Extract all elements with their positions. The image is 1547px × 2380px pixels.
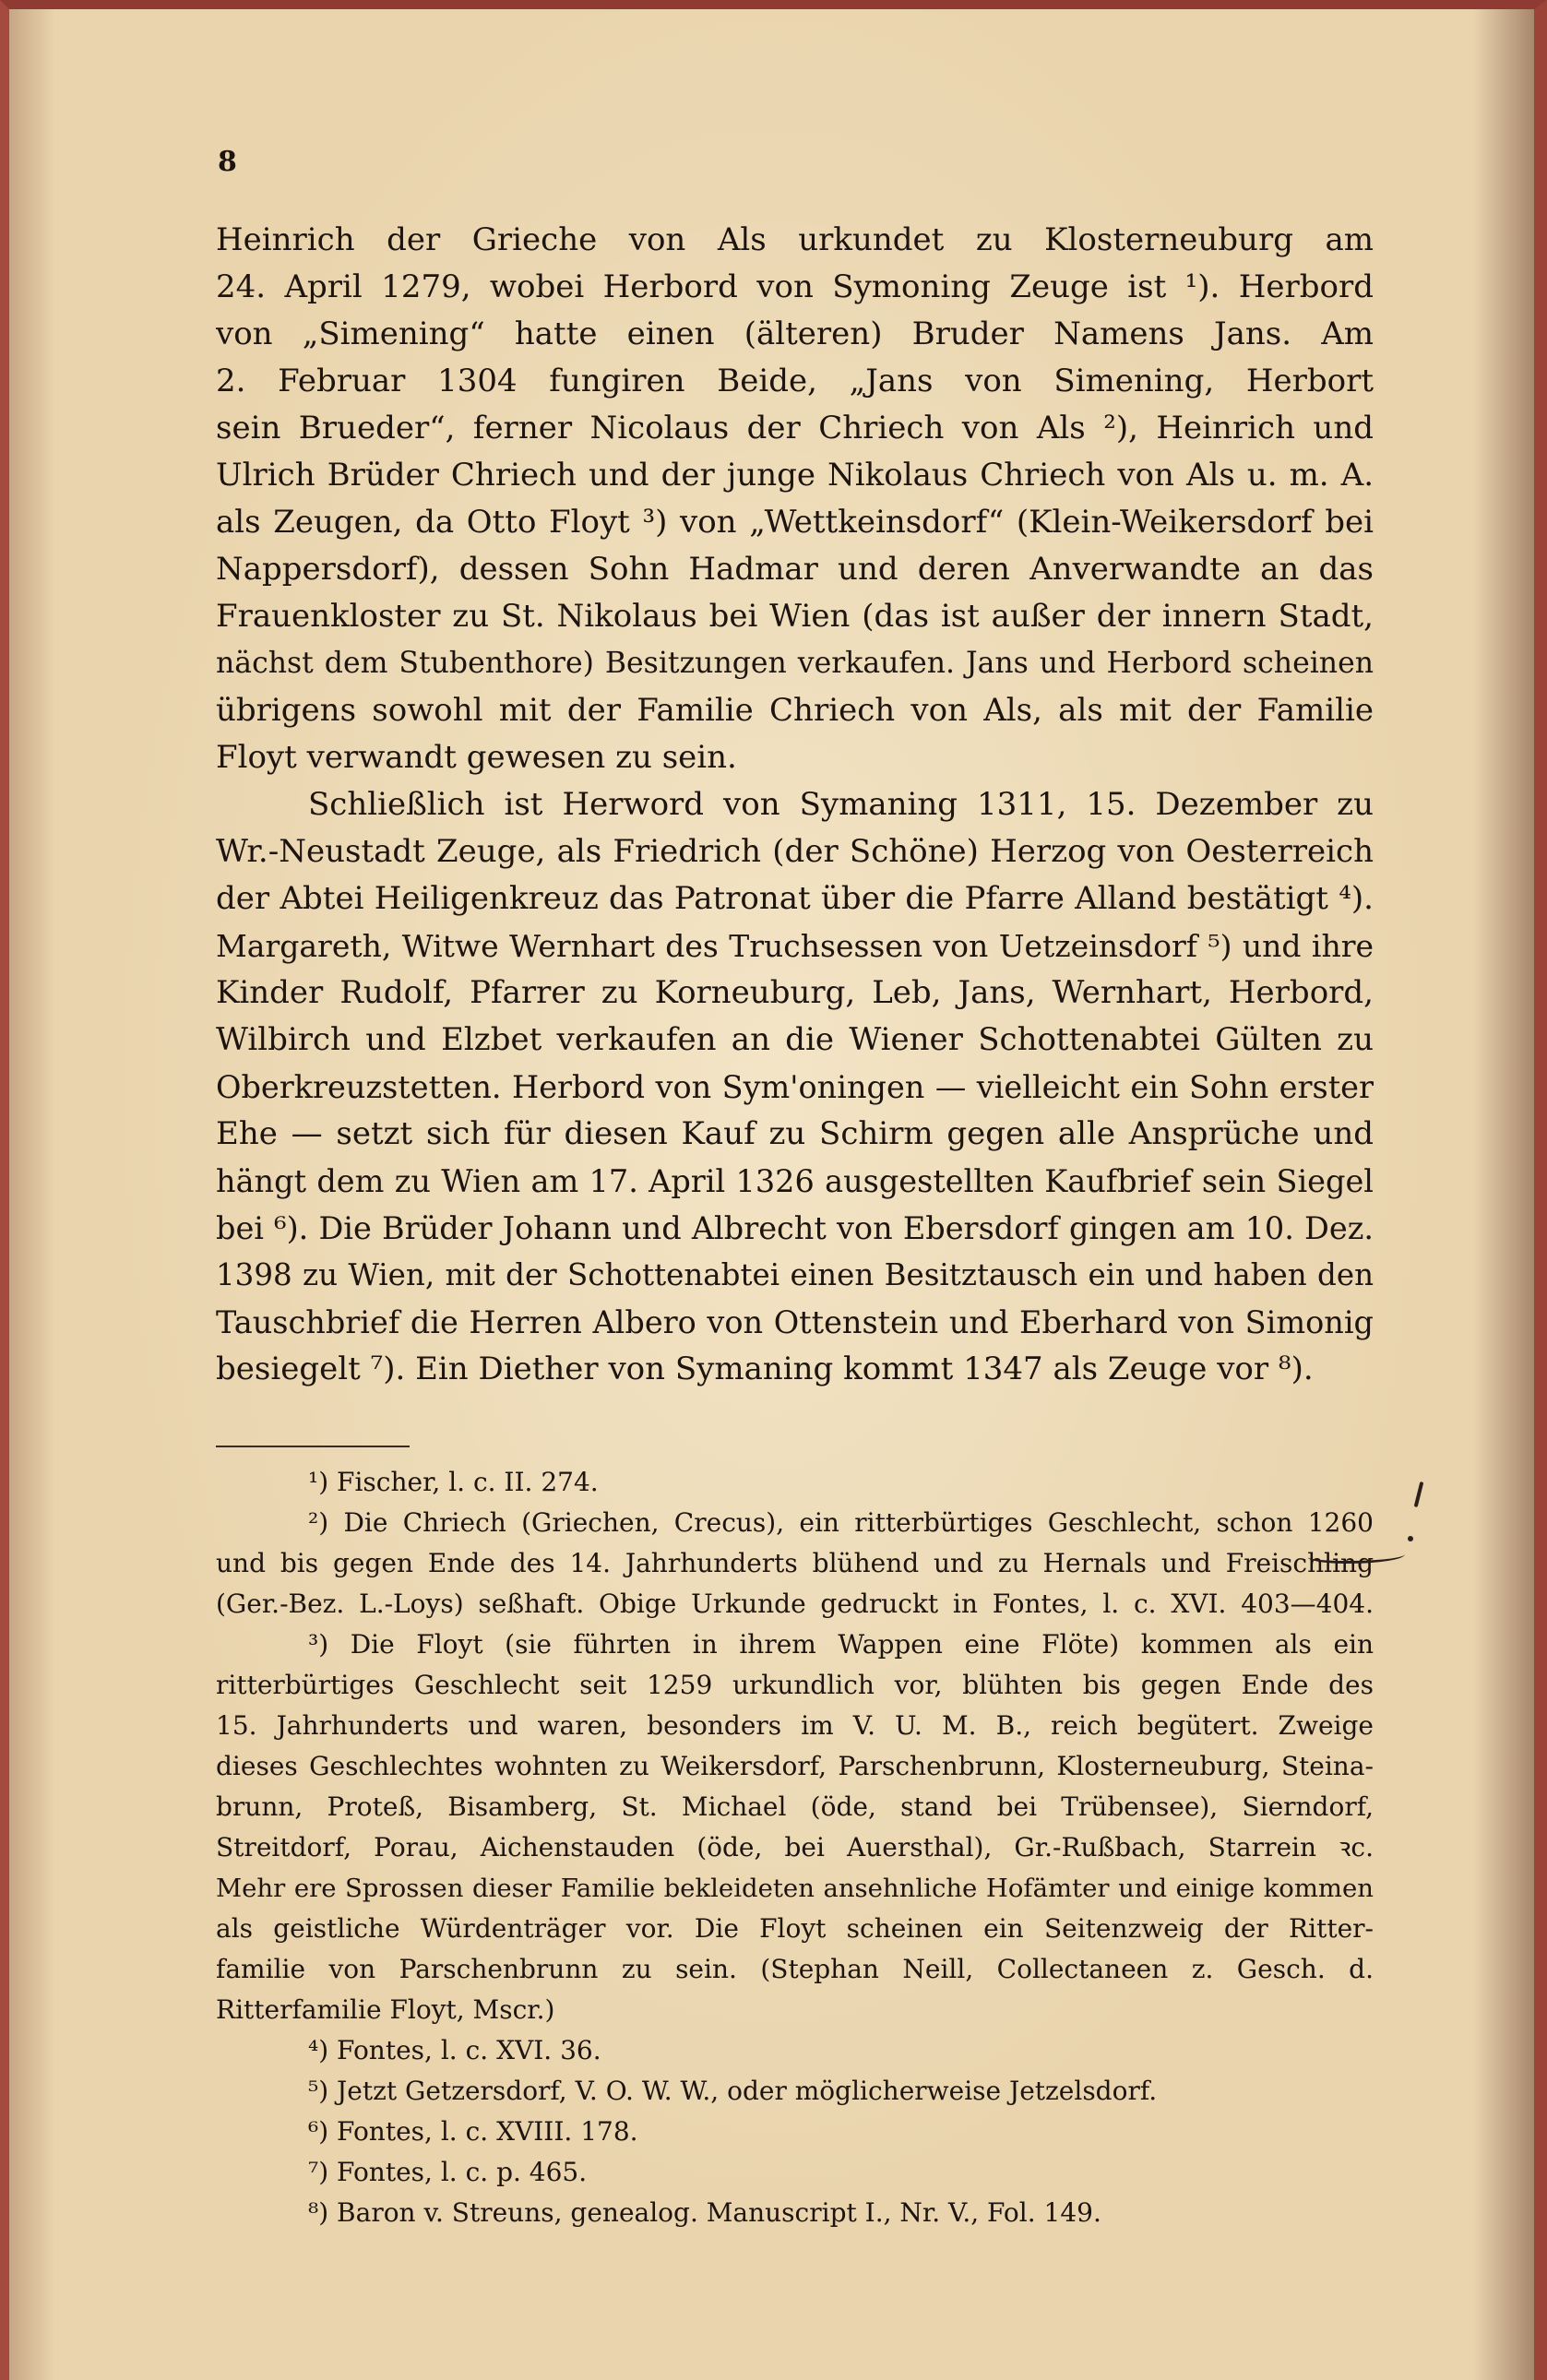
footnote-line: ⁶) Fontes, l. c. XVIII. 178. bbox=[308, 2116, 638, 2147]
footnote-line: ⁵) Jetzt Getzersdorf, V. O. W. W., oder möglicherweise Jetzelsdorf. bbox=[308, 2076, 1158, 2106]
footnote-line: brunn, Proteß, Bisamberg, St. Michael (öde, stand bei Trübensee), Sierndorf, bbox=[216, 1791, 1374, 1822]
body-line: Ehe — setzt sich für diesen Kauf zu Schirm gegen alle Ansprüche und bbox=[216, 1115, 1374, 1152]
body-line: Floyt verwandt gewesen zu sein. bbox=[216, 739, 737, 776]
pencil-mark-icon bbox=[1414, 1482, 1424, 1507]
body-line: übrigens sowohl mit der Familie Chriech von Als, als mit der Familie bbox=[216, 692, 1374, 729]
page-number: 8 bbox=[218, 146, 237, 178]
footnote-divider bbox=[216, 1446, 410, 1447]
body-line: Tauschbrief die Herren Albero von Ottenstein und Eberhard von Simonig bbox=[216, 1304, 1374, 1340]
body-line: Schließlich ist Herword von Symaning 1311, 15. Dezember zu bbox=[308, 786, 1374, 823]
footnote-line: und bis gegen Ende des 14. Jahrhunderts blühend und zu Hernals und Freischling bbox=[216, 1548, 1374, 1578]
body-line: Wr.-Neustadt Zeuge, als Friedrich (der Schöne) Herzog von Oesterreich bbox=[216, 833, 1374, 870]
body-line: Ulrich Brüder Chriech und der junge Nikolaus Chriech von Als u. m. A. bbox=[216, 457, 1374, 494]
body-line: als Zeugen, da Otto Floyt ³) von „Wettkeinsdorf“ (Klein-Weikersdorf bei bbox=[216, 504, 1374, 541]
footnote-line: ⁷) Fontes, l. c. p. 465. bbox=[308, 2157, 588, 2187]
body-line: Nappersdorf), dessen Sohn Hadmar und deren Anverwandte an das bbox=[216, 551, 1374, 588]
footnote-line: (Ger.-Bez. L.-Loys) seßhaft. Obige Urkunde gedruckt in Fontes, l. c. XVI. 403—404. bbox=[216, 1589, 1374, 1619]
body-line: der Abtei Heiligenkreuz das Patronat über die Pfarre Alland bestätigt ⁴). bbox=[216, 880, 1374, 917]
body-line: Frauenkloster zu St. Nikolaus bei Wien (das ist außer der innern Stadt, bbox=[216, 598, 1374, 635]
footnote-line: Streitdorf, Porau, Aichenstauden (öde, bei Auersthal), Gr.-Rußbach, Starrein ꝛc. bbox=[216, 1832, 1374, 1862]
pencil-dot-icon bbox=[1408, 1536, 1413, 1541]
body-line: Wilbirch und Elzbet verkaufen an die Wiener Schottenabtei Gülten zu bbox=[216, 1021, 1374, 1058]
body-line: 24. April 1279, wobei Herbord von Symoning Zeuge ist ¹). Herbord bbox=[216, 268, 1374, 305]
body-line: besiegelt ⁷). Ein Diether von Symaning kommt 1347 als Zeuge vor ⁸). bbox=[216, 1351, 1314, 1387]
footnote-line: ⁸) Baron v. Streuns, genealog. Manuscript I., Nr. V., Fol. 149. bbox=[308, 2197, 1101, 2228]
footnote-line: ²) Die Chriech (Griechen, Crecus), ein ritterbürtiges Geschlecht, schon 1260 bbox=[308, 1507, 1374, 1538]
body-text bbox=[216, 217, 1374, 1393]
pencil-underline-icon bbox=[1308, 1548, 1405, 1564]
footnote-line: dieses Geschlechtes wohnten zu Weikersdorf, Parschenbrunn, Klosterneuburg, Steina- bbox=[216, 1751, 1374, 1781]
footnote-line: als geistliche Würdenträger vor. Die Floyt scheinen ein Seitenzweig der Ritter- bbox=[216, 1913, 1374, 1944]
footnote-line: ¹) Fischer, l. c. II. 274. bbox=[308, 1467, 599, 1497]
body-line: Margareth, Witwe Wernhart des Truchsessen von Uetzeinsdorf ⁵) und ihre bbox=[216, 928, 1374, 964]
footnote-line: ⁴) Fontes, l. c. XVI. 36. bbox=[308, 2035, 601, 2065]
footnotes bbox=[216, 1462, 1374, 2233]
body-line: Oberkreuzstetten. Herbord von Sym'oningen — vielleicht ein Sohn erster bbox=[216, 1069, 1374, 1105]
body-line: 1398 zu Wien, mit der Schottenabtei einen Besitztausch ein und haben den bbox=[216, 1257, 1374, 1292]
footnote-line: ritterbürtiges Geschlecht seit 1259 urkundlich vor, blühten bis gegen Ende des bbox=[216, 1670, 1374, 1700]
footnote-line: 15. Jahrhunderts und waren, besonders im V. U. M. B., reich begütert. Zweige bbox=[216, 1710, 1374, 1741]
body-line: 2. Februar 1304 fungiren Beide, „Jans von Simening, Herbort bbox=[216, 363, 1374, 399]
body-line: Kinder Rudolf, Pfarrer zu Korneuburg, Leb, Jans, Wernhart, Herbord, bbox=[216, 974, 1374, 1011]
footnote-line: Mehr ere Sprossen dieser Familie bekleideten ansehnliche Hofämter und einige kommen bbox=[216, 1874, 1374, 1903]
footnote-line: ³) Die Floyt (sie führten in ihrem Wappen eine Flöte) kommen als ein bbox=[308, 1629, 1374, 1660]
body-line: von „Simening“ hatte einen (älteren) Bruder Namens Jans. Am bbox=[216, 315, 1374, 352]
body-line: hängt dem zu Wien am 17. April 1326 ausgestellten Kaufbrief sein Siegel bbox=[216, 1163, 1374, 1199]
body-line: nächst dem Stubenthore) Besitzungen verkaufen. Jans und Herbord scheinen bbox=[216, 647, 1374, 680]
footnote-line: familie von Parschenbrunn zu sein. (Stephan Neill, Collectaneen z. Gesch. d. bbox=[216, 1954, 1374, 1984]
body-line: sein Brueder“, ferner Nicolaus der Chriech von Als ²), Heinrich und bbox=[216, 410, 1374, 446]
body-line: Heinrich der Grieche von Als urkundet zu Klosterneuburg am bbox=[216, 221, 1374, 258]
body-line: bei ⁶). Die Brüder Johann und Albrecht von Ebersdorf gingen am 10. Dez. bbox=[216, 1210, 1374, 1246]
footnote-line: Ritterfamilie Floyt, Mscr.) bbox=[216, 1994, 555, 2025]
